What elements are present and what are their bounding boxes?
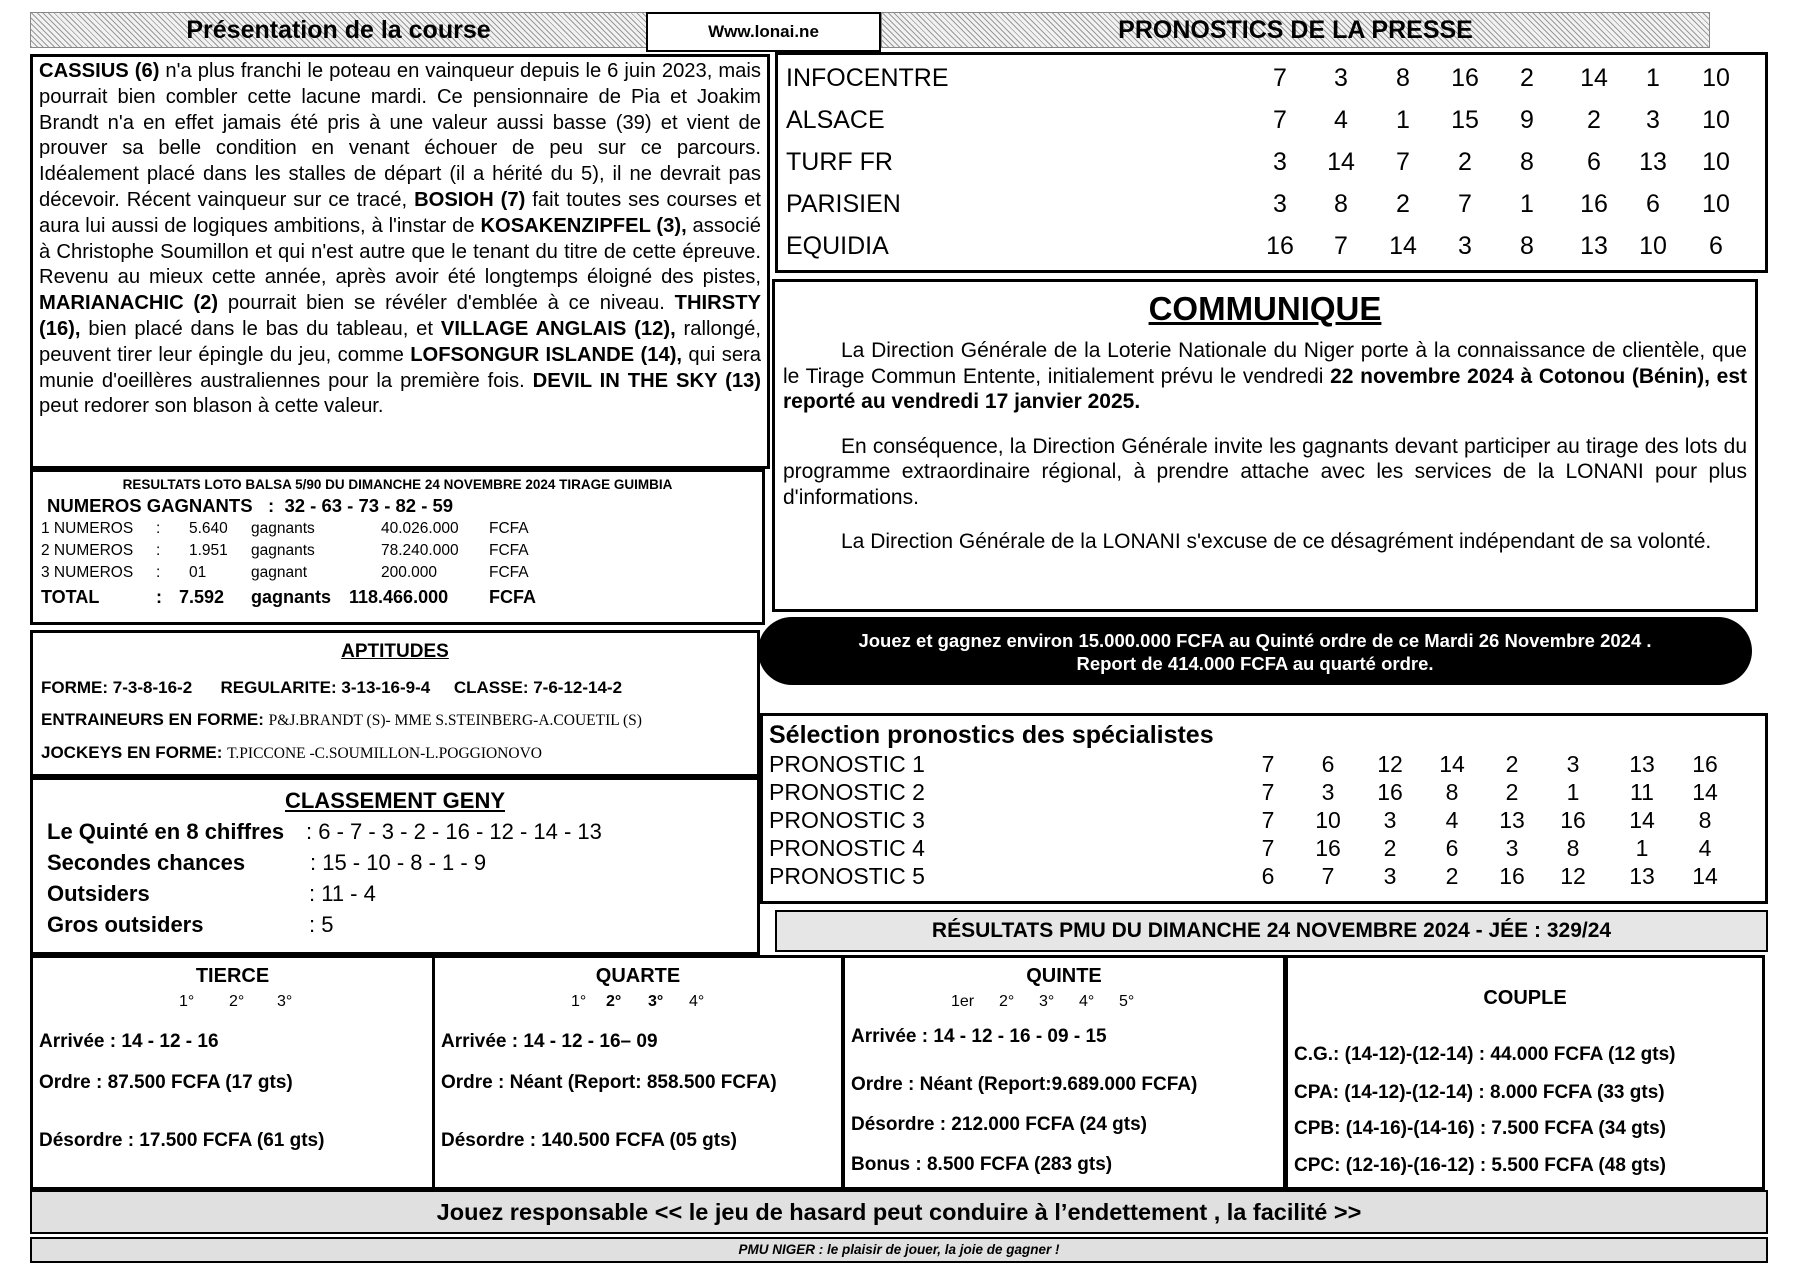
- loto-winning-numbers: [47, 494, 754, 518]
- tierce-box: [30, 955, 435, 1190]
- pronostic-value: 14: [1692, 779, 1718, 805]
- aptitudes-jockeys-line: [41, 742, 749, 765]
- pronostic-row: [769, 834, 1759, 862]
- pronostic-value: 16: [1692, 751, 1718, 777]
- aptitudes-title: APTITUDES: [341, 641, 449, 662]
- loto-label: 1 NUMEROS: [41, 520, 134, 537]
- presse-value: 7: [1458, 190, 1472, 218]
- geny-rows: [43, 816, 747, 940]
- presentation-horse-name: KOSAKENZIPFEL (3),: [480, 214, 687, 237]
- selection-rows: [769, 750, 1759, 890]
- pronostic-value: 11: [1630, 779, 1654, 805]
- quarte-position-label: 1°: [571, 993, 587, 1010]
- couple-box: [1285, 955, 1765, 1190]
- quarte-positions: [441, 990, 835, 1014]
- presse-value: 3: [1646, 106, 1660, 134]
- pronostic-value: 1: [1635, 835, 1649, 861]
- presse-value: 13: [1639, 148, 1667, 176]
- presse-value: 8: [1520, 148, 1534, 176]
- pronostic-row: [769, 862, 1759, 890]
- pronostic-value: 12: [1560, 863, 1586, 889]
- aptitudes-forme-line: [41, 677, 749, 699]
- pronostic-value: 14: [1692, 863, 1718, 889]
- classe-label: CLASSE:: [453, 678, 529, 697]
- presse-value: 3: [1273, 148, 1287, 176]
- presse-value: 2: [1520, 64, 1534, 92]
- jockeys-value: T.PICCONE -C.SOUMILLON-L.POGGIONOVO: [227, 745, 542, 762]
- communique-box: [772, 279, 1758, 612]
- tierce-title: TIERCE: [195, 965, 270, 987]
- couple-cpc: CPC: (12-16)-(16-12) : 5.500 FCFA (48 gts): [1294, 1155, 1667, 1176]
- presse-value: 16: [1451, 64, 1479, 92]
- loto-label: TOTAL: [41, 587, 100, 607]
- pronostic-value: 13: [1629, 863, 1655, 889]
- tierce-position-label: 1°: [179, 993, 195, 1010]
- presse-value: 10: [1639, 232, 1667, 260]
- entraineurs-label: ENTRAINEURS EN FORME:: [41, 710, 264, 729]
- loto-row: [41, 540, 754, 562]
- quarte-title: QUARTE: [595, 965, 681, 987]
- presse-source-name: EQUIDIA: [786, 232, 889, 260]
- classe-value: 7-6-12-14-2: [533, 678, 623, 697]
- pronostic-value: 3: [1505, 835, 1519, 861]
- quinte-bonus: Bonus : 8.500 FCFA (283 gts): [851, 1154, 1113, 1175]
- quarte-position-label: 4°: [689, 993, 705, 1010]
- communique-p1-bold: 22 novembre 2024 à Cotonou (Bénin), est reporté au vendredi 17 janvier 2025.: [783, 364, 1747, 413]
- loto-label: 3 NUMEROS: [41, 564, 134, 581]
- presse-value: 14: [1389, 232, 1417, 260]
- presse-value: 10: [1702, 190, 1730, 218]
- presentation-horse-name: THIRSTY (16),: [39, 292, 761, 340]
- presse-value: 8: [1334, 190, 1348, 218]
- loto-word: gagnants: [251, 587, 332, 607]
- pronostic-value: 3: [1383, 863, 1397, 889]
- presentation-text: fait toutes ses courses et aura lui aussi de logiques ambitions, à l'instar de: [39, 188, 762, 237]
- presse-value: 6: [1646, 190, 1660, 218]
- geny-row: [43, 909, 747, 940]
- pronostic-value: 2: [1505, 779, 1519, 805]
- geny-value: : 6 - 7 - 3 - 2 - 16 - 12 - 14 - 13: [306, 819, 602, 844]
- pronostic-value: 14: [1629, 807, 1655, 833]
- presse-value: 3: [1458, 232, 1472, 260]
- pronostic-value: 14: [1439, 751, 1465, 777]
- presse-value: 6: [1709, 232, 1723, 260]
- website-link[interactable]: Www.lonai.ne: [708, 22, 819, 41]
- aptitudes-entraineurs-line: [41, 709, 749, 732]
- presse-title: PRONOSTICS DE LA PRESSE: [1118, 16, 1473, 44]
- presse-value: 2: [1587, 106, 1601, 134]
- presse-value: 3: [1334, 64, 1348, 92]
- quinte-title: QUINTE: [1026, 965, 1102, 987]
- loto-amount: 118.466.000: [349, 587, 449, 607]
- geny-value: : 11 - 4: [309, 881, 376, 906]
- pronostic-value: 12: [1377, 751, 1403, 777]
- geny-row: [43, 816, 747, 847]
- presse-value: 16: [1266, 232, 1294, 260]
- loto-cur: FCFA: [489, 542, 529, 559]
- tierce-ordre: Ordre : 87.500 FCFA (17 gts): [39, 1072, 293, 1093]
- presse-value: 10: [1702, 106, 1730, 134]
- presse-value: 3: [1273, 190, 1287, 218]
- pronostic-value: 2: [1383, 835, 1397, 861]
- loto-amount: 40.026.000: [381, 520, 459, 537]
- entraineurs-value: P&J.BRANDT (S)- MME S.STEINBERG-A.COUETIL (S): [268, 712, 642, 729]
- presse-source-name: PARISIEN: [786, 190, 901, 218]
- pmu-results-title: RÉSULTATS PMU DU DIMANCHE 24 NOVEMBRE 2024 - JÉE : 329/24: [775, 910, 1768, 952]
- jouez-responsable-banner: Jouez responsable << le jeu de hasard peut conduire à l’endettement , la facilité >>: [30, 1190, 1768, 1234]
- presse-table: [775, 52, 1768, 273]
- jouez-banner: [758, 617, 1752, 685]
- presse-value: 2: [1396, 190, 1410, 218]
- pronostic-value: 1: [1566, 779, 1580, 805]
- presse-value: 10: [1702, 64, 1730, 92]
- presentation-horse-name: VILLAGE ANGLAIS (12),: [440, 317, 676, 340]
- geny-label: Gros outsiders: [47, 912, 204, 937]
- pronostic-row: [769, 778, 1759, 806]
- presse-value: 7: [1396, 148, 1410, 176]
- pronostic-value: 16: [1377, 779, 1403, 805]
- presse-value: 7: [1334, 232, 1348, 260]
- selection-pronostics-box: [760, 713, 1768, 904]
- quinte-position-label: 5°: [1119, 993, 1135, 1010]
- loto-rows: [41, 518, 754, 610]
- quarte-box: [432, 955, 844, 1190]
- presentation-horse-name: LOFSONGUR ISLANDE (14),: [410, 343, 683, 366]
- geny-row: [43, 878, 747, 909]
- quarte-position-label: 3°: [648, 993, 664, 1010]
- presentation-text: associé à Christophe Soumillon et qui n'est autre que le tenant du titre de cette épreuve. Revenu au mieux cette année, après avoir été longtemps éloigné des pistes,: [39, 214, 761, 289]
- aptitudes-box: [30, 630, 760, 777]
- presse-value: 7: [1273, 64, 1287, 92]
- presse-row: [778, 183, 1765, 225]
- presse-value: 2: [1458, 148, 1472, 176]
- quarte-arrivee: Arrivée : 14 - 12 - 16– 09: [441, 1031, 658, 1052]
- loto-count: 01: [189, 564, 207, 581]
- loto-cur: FCFA: [489, 587, 536, 607]
- presse-value: 8: [1396, 64, 1410, 92]
- loto-numbers-value: 32 - 63 - 73 - 82 - 59: [284, 495, 454, 516]
- pronostic-value: 13: [1629, 751, 1655, 777]
- presse-row: [778, 225, 1765, 267]
- pronostic-value: 6: [1321, 751, 1335, 777]
- communique-paragraph-3: La Direction Générale de la LONANI s'excuse de ce désagrément indépendant de sa volonté.: [841, 530, 1712, 553]
- communique-title: COMMUNIQUE: [1148, 290, 1382, 327]
- quinte-ordre: Ordre : Néant (Report:9.689.000 FCFA): [851, 1074, 1198, 1095]
- presse-row: [778, 99, 1765, 141]
- loto-numbers-sep: :: [267, 495, 275, 516]
- pronostic-value: 10: [1315, 807, 1341, 833]
- quinte-position-label: 4°: [1079, 993, 1095, 1010]
- presse-value: 1: [1520, 190, 1534, 218]
- pronostic-value: 7: [1261, 751, 1275, 777]
- geny-title: CLASSEMENT GENY: [284, 788, 506, 813]
- presse-value: 9: [1520, 106, 1534, 134]
- tierce-desordre: Désordre : 17.500 FCFA (61 gts): [39, 1130, 325, 1151]
- geny-value: : 5: [309, 912, 334, 937]
- jockeys-label: JOCKEYS EN FORME:: [41, 743, 223, 762]
- loto-results-box: [30, 469, 765, 625]
- pronostic-value: 3: [1566, 751, 1580, 777]
- presentation-header: [30, 12, 647, 48]
- quinte-desordre: Désordre : 212.000 FCFA (24 gts): [851, 1114, 1148, 1135]
- quinte-position-label: 2°: [999, 993, 1015, 1010]
- geny-label: Le Quinté en 8 chiffres: [47, 819, 285, 844]
- presse-value: 10: [1702, 148, 1730, 176]
- loto-amount: 78.240.000: [381, 542, 459, 559]
- regularite-label: REGULARITE:: [220, 678, 337, 697]
- pronostic-row: [769, 806, 1759, 834]
- presentation-text-box: [30, 54, 770, 469]
- pronostic-value: 16: [1560, 807, 1586, 833]
- geny-row: [43, 847, 747, 878]
- loto-label: 2 NUMEROS: [41, 542, 134, 559]
- presentation-horse-name: MARIANACHIC (2): [39, 292, 219, 315]
- forme-value: 7-3-8-16-2: [112, 678, 193, 697]
- pronostic-value: 7: [1261, 779, 1275, 805]
- pronostic-name: PRONOSTIC 3: [769, 807, 925, 833]
- presentation-text: qui sera munie d'oeillères australiennes pour la première fois.: [39, 343, 761, 392]
- communique-paragraph-2: En conséquence, la Direction Générale invite les gagnants devant participer au tirage des lots du programme extraordinaire régional, à prendre attache avec les services de la LONANI pour plus d'informations.: [783, 434, 1747, 509]
- loto-sep: :: [156, 520, 161, 537]
- geny-label: Secondes chances: [47, 850, 246, 875]
- pronostic-value: 4: [1698, 835, 1712, 861]
- quinte-position-label: 1er: [951, 993, 975, 1010]
- couple-cpb: CPB: (14-16)-(14-16) : 7.500 FCFA (34 gts): [1294, 1118, 1667, 1139]
- classement-geny-box: [30, 777, 760, 955]
- loto-cur: FCFA: [489, 564, 529, 581]
- loto-row: [41, 562, 754, 584]
- presse-value: 1: [1646, 64, 1660, 92]
- presentation-text: rallongé, peuvent tirer leur épingle du jeu, comme: [39, 317, 761, 366]
- presse-value: 1: [1396, 106, 1410, 134]
- presse-value: 16: [1580, 190, 1608, 218]
- loto-title: RESULTATS LOTO BALSA 5/90 DU DIMANCHE 24 NOVEMBRE 2024 TIRAGE GUIMBIA: [122, 477, 673, 492]
- pronostic-value: 3: [1321, 779, 1335, 805]
- pronostic-value: 6: [1445, 835, 1459, 861]
- regularite-value: 3-13-16-9-4: [341, 678, 431, 697]
- loto-sep: :: [156, 564, 161, 581]
- loto-total-row: [41, 584, 754, 610]
- loto-count: 7.592: [179, 587, 225, 607]
- loto-word: gagnant: [251, 564, 308, 581]
- loto-sep: :: [156, 542, 161, 559]
- presse-value: 7: [1273, 106, 1287, 134]
- presse-row: [778, 57, 1765, 99]
- presse-value: 4: [1334, 106, 1348, 134]
- pronostic-value: 3: [1383, 807, 1397, 833]
- quinte-positions: [851, 990, 1277, 1014]
- presse-value: 14: [1327, 148, 1355, 176]
- selection-title: Sélection pronostics des spécialistes: [769, 721, 1214, 749]
- presentation-text: n'a plus franchi le poteau en vainqueur depuis le 6 juin 2023, mais pourrait bien combler cette lacune mardi. Ce pensionnaire de Pia et Joakim Brandt n'a en effet jamais été pris à une valeur aussi basse (39) et vient de prouver sa belle condition en venant échouer de peu sur ce parcours. Idéalement placé dans les stalles de départ (il a hérité du 5), il ne devrait pas décevoir. Récent vainqueur sur ce tracé,: [39, 60, 761, 211]
- jouez-line-2: Report de 414.000 FCFA au quarté ordre.: [1076, 653, 1434, 674]
- communique-p1-text: La Direction Générale de la Loterie Nationale du Niger porte à la connaissance de clientèle, que le Tirage Commun Entente, initialement prévu le vendredi: [783, 339, 1747, 388]
- forme-label: FORME:: [41, 678, 109, 697]
- pronostic-name: PRONOSTIC 1: [769, 751, 925, 777]
- pronostic-value: 8: [1698, 807, 1712, 833]
- loto-count: 5.640: [189, 520, 228, 537]
- pronostic-row: [769, 750, 1759, 778]
- communique-paragraph-1: [783, 338, 1747, 415]
- quinte-box: [842, 955, 1286, 1190]
- pronostic-name: PRONOSTIC 2: [769, 779, 925, 805]
- loto-count: 1.951: [189, 542, 228, 559]
- pronostic-name: PRONOSTIC 4: [769, 835, 925, 861]
- pronostic-value: 7: [1261, 807, 1275, 833]
- pronostic-value: 2: [1505, 751, 1519, 777]
- pronostic-value: 8: [1566, 835, 1580, 861]
- presse-row: [778, 141, 1765, 183]
- loto-word: gagnants: [251, 520, 315, 537]
- pronostic-value: 8: [1445, 779, 1459, 805]
- loto-word: gagnants: [251, 542, 315, 559]
- presse-header: [881, 12, 1710, 48]
- presse-source-name: ALSACE: [786, 106, 885, 134]
- presse-source-name: TURF FR: [786, 148, 893, 176]
- pmu-niger-slogan: PMU NIGER : le plaisir de jouer, la joie de gagner !: [30, 1237, 1768, 1263]
- loto-amount: 200.000: [381, 564, 438, 581]
- quarte-position-label: 2°: [606, 993, 622, 1010]
- couple-cpa: CPA: (14-12)-(12-14) : 8.000 FCFA (33 gts): [1294, 1082, 1665, 1103]
- presentation-horse-name: BOSIOH (7): [414, 188, 526, 211]
- presentation-text: bien placé dans le bas du tableau, et: [80, 317, 441, 340]
- tierce-positions: [39, 990, 426, 1014]
- loto-cur: FCFA: [489, 520, 529, 537]
- quinte-position-label: 3°: [1039, 993, 1055, 1010]
- pronostic-value: 2: [1445, 863, 1459, 889]
- presse-value: 6: [1587, 148, 1601, 176]
- quarte-ordre: Ordre : Néant (Report: 858.500 FCFA): [441, 1072, 777, 1093]
- geny-value: : 15 - 10 - 8 - 1 - 9: [310, 850, 487, 875]
- tierce-position-label: 2°: [229, 993, 245, 1010]
- presse-value: 13: [1580, 232, 1608, 260]
- presentation-text: peut redorer son blason à cette valeur.: [39, 395, 384, 418]
- jouez-line-1: Jouez et gagnez environ 15.000.000 FCFA au Quinté ordre de ce Mardi 26 Novembre 2024 .: [858, 630, 1652, 651]
- presentation-horse-name: DEVIL IN THE SKY (13): [532, 369, 762, 392]
- presentation-title: Présentation de la course: [186, 16, 491, 44]
- website-box[interactable]: [646, 12, 881, 52]
- loto-sep: :: [156, 587, 162, 607]
- loto-row: [41, 518, 754, 540]
- presse-value: 8: [1520, 232, 1534, 260]
- couple-title: COUPLE: [1483, 987, 1567, 1009]
- pronostic-name: PRONOSTIC 5: [769, 863, 925, 889]
- presse-source-name: INFOCENTRE: [786, 64, 949, 92]
- pronostic-value: 6: [1261, 863, 1275, 889]
- tierce-position-label: 3°: [277, 993, 293, 1010]
- couple-cg: C.G.: (14-12)-(12-14) : 44.000 FCFA (12 gts): [1294, 1044, 1676, 1065]
- presse-value: 15: [1451, 106, 1479, 134]
- tierce-arrivee: Arrivée : 14 - 12 - 16: [39, 1031, 219, 1052]
- loto-numbers-label: NUMEROS GAGNANTS: [47, 495, 253, 516]
- pronostic-value: 7: [1261, 835, 1275, 861]
- quinte-arrivee: Arrivée : 14 - 12 - 16 - 09 - 15: [851, 1026, 1107, 1047]
- pronostic-value: 7: [1321, 863, 1335, 889]
- geny-label: Outsiders: [47, 881, 150, 906]
- pronostic-value: 13: [1499, 807, 1525, 833]
- presentation-text: pourrait bien se révéler d'emblée à ce niveau.: [218, 292, 675, 315]
- presse-value: 14: [1580, 64, 1608, 92]
- pronostic-value: 4: [1445, 807, 1459, 833]
- pronostic-value: 16: [1499, 863, 1525, 889]
- pronostic-value: 16: [1315, 835, 1341, 861]
- quarte-desordre: Désordre : 140.500 FCFA (05 gts): [441, 1130, 738, 1151]
- presentation-horse-name: CASSIUS (6): [39, 60, 160, 82]
